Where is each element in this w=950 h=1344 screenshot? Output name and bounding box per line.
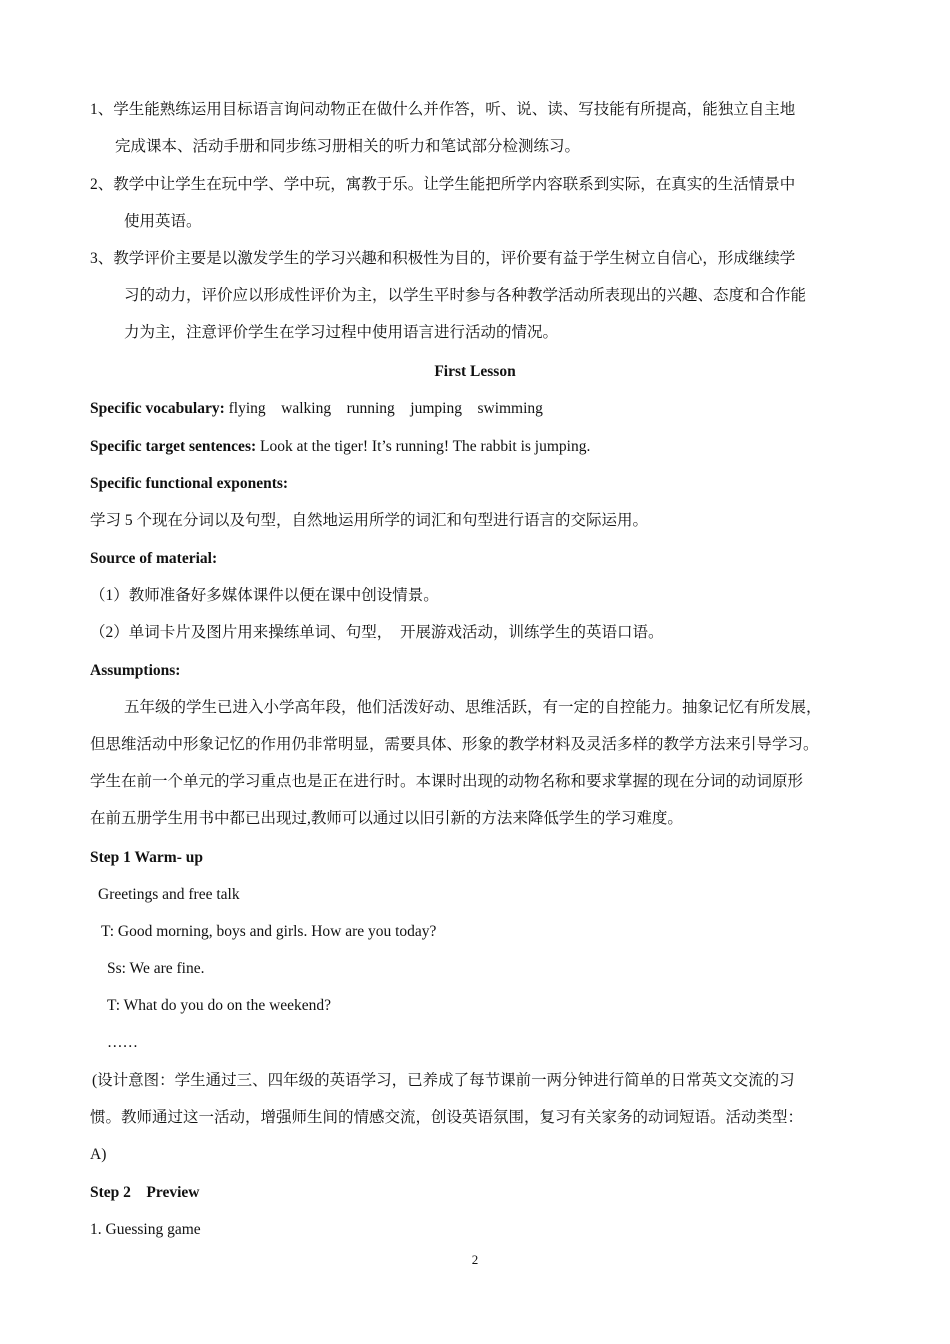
objective-line-3: 2、教学中让学生在玩中学、学中玩，寓教于乐。让学生能把所学内容联系到实际，在真实的生活情景中: [90, 176, 796, 193]
step1-line-1: Greetings and free talk: [98, 886, 240, 903]
step1-line-3: Ss: We are fine.: [107, 960, 205, 977]
objective-line-4: 使用英语。: [124, 213, 202, 230]
assumptions-line-3: 学生在前一个单元的学习重点也是正在进行时。本课时出现的动物名称和要求掌握的现在分词的动词原形: [90, 773, 804, 790]
design-intent-line-1: (设计意图：学生通过三、四年级的英语学习，已养成了每节课前一两分钟进行简单的日常英文交流的习: [92, 1072, 795, 1089]
vocabulary-line: [90, 399, 880, 419]
step2-heading: Step 2 Preview: [90, 1184, 200, 1201]
objective-line-1: 1、学生能熟练运用目标语言询问动物正在做什么并作答，听、说、读、写技能有所提高，能独立自主地: [90, 101, 796, 118]
assumptions-line-1: 五年级的学生已进入小学高年段，他们活泼好动、思维活跃，有一定的自控能力。抽象记忆有所发展，: [124, 699, 822, 716]
source-item-1: （1）教师准备好多媒体课件以便在课中创设情景。: [90, 587, 439, 604]
vocabulary-words: flying walking running jumping swimming: [228, 400, 543, 417]
objective-line-5: 3、教学评价主要是以激发学生的学习兴趣和积极性为目的，评价要有益于学生树立自信心，形成继续学: [90, 250, 796, 267]
objective-line-7: 力为主，注意评价学生在学习过程中使用语言进行活动的情况。: [124, 324, 559, 341]
step1-heading: Step 1 Warm- up: [90, 849, 203, 866]
lesson-title: First Lesson: [434, 363, 516, 380]
objective-line-6: 习的动力，评价应以形成性评价为主，以学生平时参与各种教学活动所表现出的兴趣、态度和合作能: [124, 287, 807, 304]
source-material-label: Source of material:: [90, 550, 218, 567]
functional-exponents-text: 学习 5 个现在分词以及句型，自然地运用所学的词汇和句型进行语言的交际运用。: [90, 512, 649, 529]
source-item-2: （2）单词卡片及图片用来操练单词、句型， 开展游戏活动，训练学生的英语口语。: [90, 624, 664, 641]
step1-line-2: T: Good morning, boys and girls. How are you today?: [101, 923, 437, 940]
assumptions-line-2: 但思维活动中形象记忆的作用仍非常明显，需要具体、形象的教学材料及灵活多样的教学方法来引导学习。: [90, 736, 819, 753]
assumptions-line-4: 在前五册学生用书中都已出现过,教师可以通过以旧引新的方法来降低学生的学习难度。: [90, 810, 683, 827]
vocabulary-label: Specific vocabulary:: [90, 400, 225, 417]
objective-line-2: 完成课本、活动手册和同步练习册相关的听力和笔试部分检测练习。: [115, 138, 581, 155]
design-intent-line-2: 惯。教师通过这一活动，增强师生间的情感交流，创设英语氛围，复习有关家务的动词短语。活动类型：: [90, 1109, 804, 1126]
page-number: 2: [471, 1252, 479, 1267]
functional-exponents-label: Specific functional exponents:: [90, 475, 289, 492]
design-intent-line-3: A): [90, 1146, 107, 1163]
step2-item-1: 1. Guessing game: [90, 1221, 201, 1238]
target-sentences-text: Look at the tiger! It’s running! The rabbit is jumping.: [260, 438, 591, 455]
target-sentences-label: Specific target sentences:: [90, 438, 257, 455]
assumptions-label: Assumptions:: [90, 662, 181, 679]
target-sentences-line: [90, 437, 880, 457]
step1-line-5: ……: [107, 1034, 138, 1051]
step1-line-4: T: What do you do on the weekend?: [107, 997, 332, 1014]
